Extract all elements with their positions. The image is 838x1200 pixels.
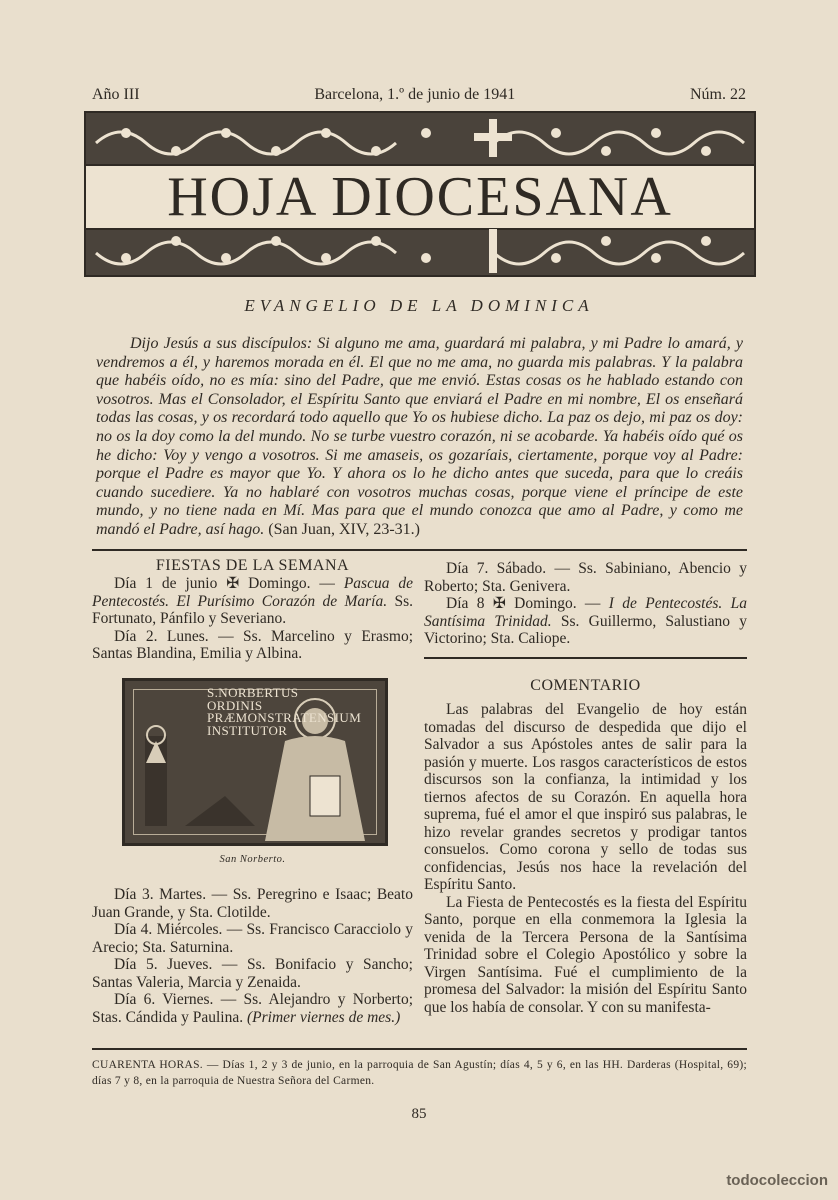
fiesta-day-6: Día 6. Viernes. — Ss. Alejandro y Norberto; Stas. Cándida y Paulina. (Primer viernes de mes.) bbox=[92, 991, 413, 1026]
fiesta-day-4: Día 4. Miércoles. — Ss. Francisco Caracciolo y Arecio; Sta. Saturnina. bbox=[92, 921, 413, 956]
image-caption: San Norberto. bbox=[219, 854, 286, 865]
comentario-column bbox=[424, 677, 747, 1016]
fiestas-continued bbox=[424, 560, 747, 648]
fiesta-day-8: Día 8 ✠ Domingo. — I de Pentecostés. La Santísima Trinidad. Ss. Guillermo, Salustiano y Victorino; Sta. Caliope. bbox=[424, 595, 747, 647]
header-line bbox=[92, 86, 746, 104]
gospel-heading: EVANGELIO DE LA DOMINICA bbox=[244, 296, 594, 315]
gospel-text bbox=[96, 335, 743, 540]
divider bbox=[92, 549, 747, 551]
fiestas-column-lower bbox=[92, 886, 413, 1026]
fiesta-day-3: Día 3. Martes. — Ss. Peregrino e Isaac; Beato Juan Grande, y Sta. Clotilde. bbox=[92, 886, 413, 921]
divider-right bbox=[424, 657, 747, 659]
cuarenta-horas-notice: CUARENTA HORAS. — Días 1, 2 y 3 de junio, en la parroquia de San Agustín; días 4, 5 y 6, en las HH. Darderas (Hospital, 69); días 7 y 8, en la parroquia de Nuestra Señora del Carmen. bbox=[92, 1059, 747, 1087]
comentario-paragraph-1: Las palabras del Evangelio de hoy están tomadas del discurso de despedida que dijo el Salvador a sus Apóstoles antes de salir para la pasión y muerte. Los rasgos característicos de estos discursos son la confianza, la intimidad y los tiernos afectos de su Corazón. En aquella hora suprema, fué el amor el que inspiró sus palabras, le hizo revelar grandes secretos y prodigar tantos consuelos. Como corona y sello de todas sus confidencias, Jesús nos hace la revelación del Espíritu Santo. bbox=[424, 701, 747, 893]
cross-icon bbox=[474, 119, 512, 157]
year-label: Año III bbox=[92, 86, 140, 103]
saint-norbert-engraving bbox=[122, 678, 388, 846]
cross-stem bbox=[489, 229, 497, 273]
fiestas-column bbox=[92, 557, 413, 663]
footer-divider bbox=[92, 1048, 747, 1050]
gospel-body: Dijo Jesús a sus discípulos: Si alguno me ama, guardará mi palabra, y mi Padre lo amará, y vendremos a él, y haremos morada en él. El que no me ama, no guarda mis palabras. Y la palabra que habéis oído, no es mía: sino del Padre, que me envió. Estas cosas os he hablado estando con vosotros. Mas el Consolador, el Espíritu Santo que enviará el Padre en mi nombre, El os enseñará todas las cosas, y os recordará todo aquello que Yo os hubiese dicho. La paz os dejo, mi paz os doy: no os la doy como la del mundo. No se turbe vuestro corazón, ni se acobarde. Ya habéis oído qué os he dicho: Voy y vengo a vosotros. Si me amaseis, os gozaríais, ciertamente, porque voy al Padre: porque el Padre es mayor que Yo. Y ahora os lo he dicho antes que suceda, para que lo creáis cuando sucediere. Ya no hablaré con vosotros muchas cosas, porque viene el príncipe de este mundo, y no tiene nada en Mí. Mas para que el mundo conozca que amo al Padre, y como me mandó el Padre, así hago. bbox=[96, 335, 743, 538]
page-number: 85 bbox=[411, 1106, 427, 1122]
masthead-banner bbox=[84, 111, 756, 277]
fiesta-day-2: Día 2. Lunes. — Ss. Marcelino y Erasmo; Santas Blandina, Emilia y Albina. bbox=[92, 627, 413, 662]
engraving-inscription: S.NORBERTUS ORDINIS PRÆMONSTRATENSIUM INSTITUTOR bbox=[207, 685, 362, 738]
fiesta-day-5: Día 5. Jueves. — Ss. Bonifacio y Sancho; Santas Valeria, Marcia y Zenaida. bbox=[92, 956, 413, 991]
fiesta-day-1: Día 1 de junio ✠ Domingo. — Pascua de Pentecostés. El Purísimo Corazón de María. Ss. Fortunato, Pánfilo y Severiano. bbox=[92, 575, 414, 627]
comentario-paragraph-2: La Fiesta de Pentecostés es la fiesta del Espíritu Santo, porque en ella conmemora la Iglesia la venida de la Tercera Persona de la Santísima Trinidad sobre el Colegio Apostólico y sobre la Virgen Santísima. Fué el cumplimiento de la promesa del Salvador: la misión del Espíritu Santo que los había de consolar. Y con su manifesta- bbox=[424, 893, 747, 1016]
issue-number: Núm. 22 bbox=[689, 86, 746, 103]
masthead-title: HOJA DIOCESANA bbox=[86, 164, 754, 230]
watermark: todocoleccion bbox=[726, 1172, 828, 1189]
comentario-title: COMENTARIO bbox=[530, 677, 641, 694]
fiesta-day-7: Día 7. Sábado. — Ss. Sabiniano, Abencio y Roberto; Sta. Genivera. bbox=[424, 560, 747, 595]
fiestas-title: FIESTAS DE LA SEMANA bbox=[155, 557, 350, 574]
gospel-reference: (San Juan, XIV, 23-31.) bbox=[268, 520, 420, 538]
place-date: Barcelona, 1.º de junio de 1941 bbox=[314, 86, 516, 103]
